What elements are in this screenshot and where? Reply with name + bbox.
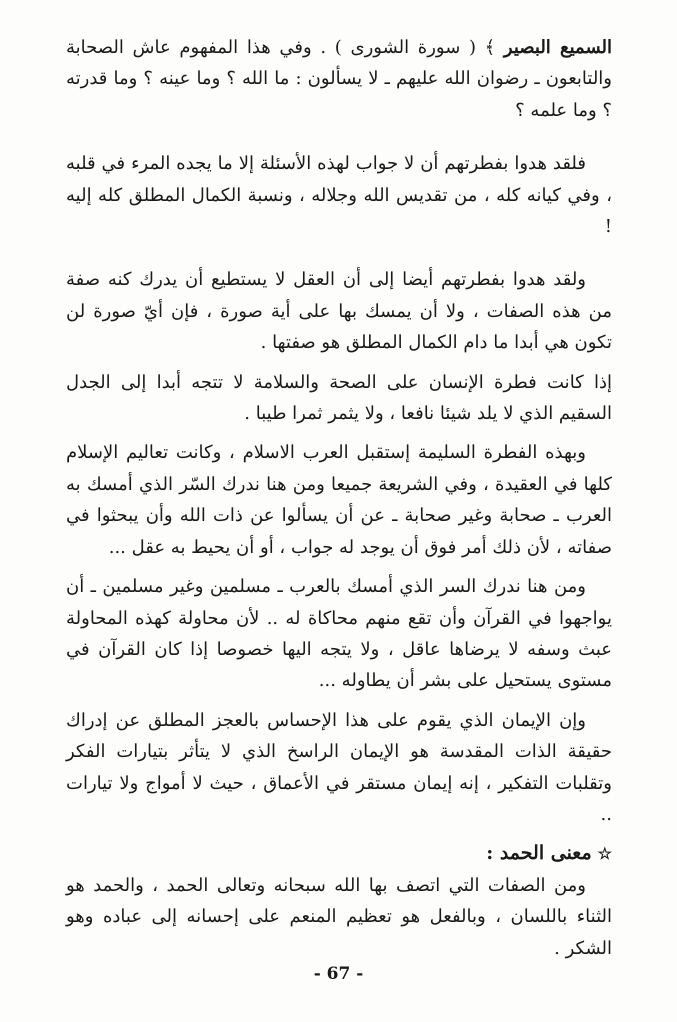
paragraph-7: وإن الإيمان الذي يقوم على هذا الإحساس بالعجز المطلق عن إدراك حقيقة الذات المقدسة هو الإيمان الراسخ الذي لا يتأثر بتيارات الفكر وتقلبات التفكير ، إنه إيمان مستقر في الأعماق ، حيث لا أمواج ولا تيارات .. (66, 709, 612, 825)
paragraph-gap (66, 242, 612, 264)
page-body (66, 32, 612, 964)
paragraph-5: وبهذه الفطرة السليمة إستقبل العرب الاسلام ، وكانت تعاليم الإسلام كلها في العقيدة ، وفي الشريعة جميعا ومن هنا ندرك السّر الذي أمسك به العرب ـ صحابة وغير صحابة ـ عن أن يسألوا عن ذات الله وأن يبحثوا في صفاته ، لأن ذلك أمر فوق أن يوجد له جواب ، أو أن يحيط به عقل ... (66, 442, 612, 558)
paragraph-8: ومن الصفات التي اتصف بها الله سبحانه وتعالى الحمد ، والحمد هو الثناء باللسان ، وبالفعل هو تعظيم المنعم على إحسانه إلى عباده وهو الشكر . (66, 874, 612, 959)
section-heading-text: معنى الحمد : (486, 842, 592, 865)
paragraph-1 (66, 32, 612, 126)
paragraph-1-text: ﴾ ( سورة الشورى ) . وفي هذا المفهوم عاش الصحابة والتابعون ـ رضوان الله عليهم ـ لا يسألون : ما الله ؟ وما عينه ؟ وما قدرته ؟ وما علمه ؟ (66, 37, 612, 121)
section-heading (66, 838, 612, 869)
star-icon: ☆ (597, 844, 612, 864)
quran-phrase: السميع البصير (503, 37, 612, 58)
paragraph-gap (66, 359, 612, 367)
paragraph-6: ومن هنا ندرك السر الذي أمسك بالعرب ـ مسلمين وغير مسلمين ـ أن يواجهوا في القرآن وأن تقع منهم محاكاة له .. لأن محاولة كهذه المحاولة عبث وسفه لا يرضاها عاقل ، ولا يتجه اليها خصوصا إذا كان القرآن في مستوى يستحيل على بشر أن يطاوله ... (66, 576, 612, 692)
paragraph-gap (66, 429, 612, 437)
paragraph-gap (66, 563, 612, 571)
paragraph-4: إذا كانت فطرة الإنسان على الصحة والسلامة لا تتجه أبدا إلى الجدل السقيم الذي لا يلد شيئا نافعا ، ولا يثمر ثمرا طيبا . (66, 371, 612, 425)
page-number: - 67 - (313, 964, 364, 984)
paragraph-gap (66, 126, 612, 148)
paragraph-gap (66, 830, 612, 838)
paragraph-3: ولقد هدوا بفطرتهم أيضا إلى أن العقل لا يستطيع أن يدرك كنه صفة من هذه الصفات ، ولا أن يمسك بها على أية صورة ، فإن أيّ صورة لن تكون هي أبدا ما دام الكمال المطلق هو صفتها . (66, 269, 612, 354)
paragraph-gap (66, 697, 612, 705)
paragraph-2: فلقد هدوا بفطرتهم أن لا جواب لهذه الأسئلة إلا ما يجده المرء في قلبه ، وفي كيانه كله ، من تقديس الله وجلاله ، ونسبة الكمال المطلق كله إليه ! (66, 153, 612, 238)
